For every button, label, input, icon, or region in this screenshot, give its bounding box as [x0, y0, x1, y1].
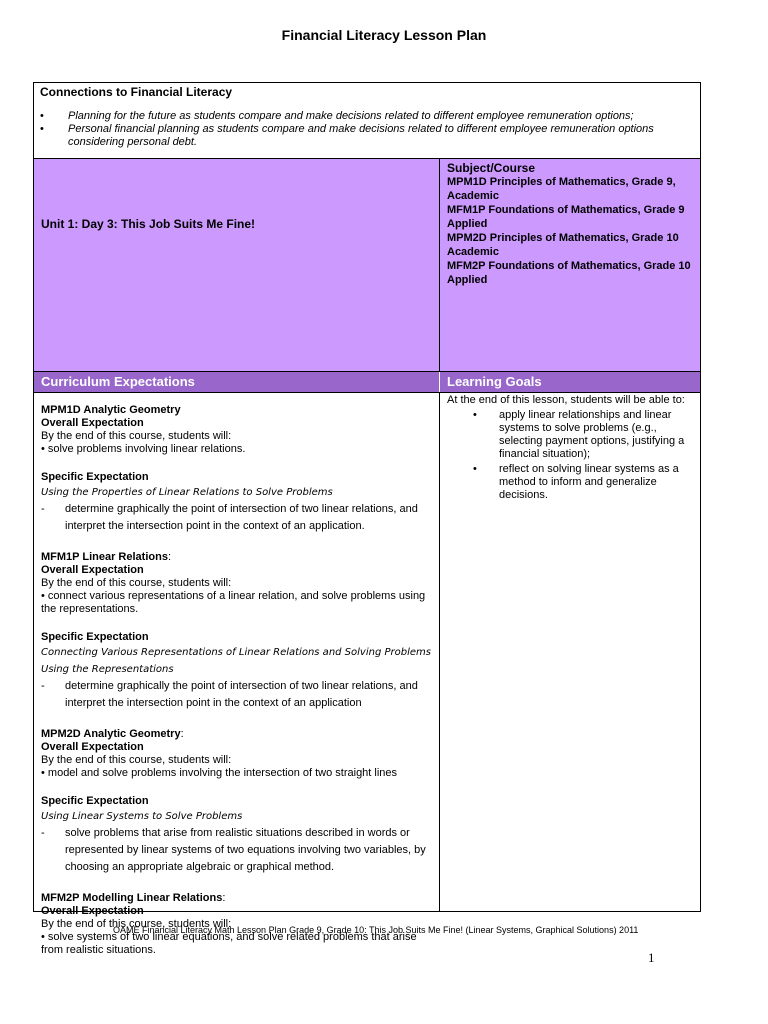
document-title: Financial Literacy Lesson Plan: [281, 27, 487, 43]
specific-expectation-label: Specific Expectation: [41, 631, 149, 643]
course-item: MFM1P Foundations of Mathematics, Grade 9 Applied: [447, 204, 685, 230]
connections-item-text: Personal financial planning as students compare and make decisions related to different employee remuneration options considering personal debt.: [68, 123, 654, 148]
learning-goals-cell: [447, 394, 697, 504]
learning-goal-item: [447, 409, 697, 461]
curriculum-header-cell: [34, 372, 440, 392]
specific-expectation-item: [41, 825, 439, 876]
curriculum-section: [41, 728, 439, 876]
learning-goals-intro: At the end of this lesson, students will be able to:: [447, 394, 685, 406]
learning-goals-header: Learning Goals: [447, 374, 542, 389]
curriculum-section: [41, 551, 439, 712]
specific-expectation-title: Using Linear Systems to Solve Problems: [41, 811, 243, 822]
learning-goal-text: reflect on solving linear systems as a method to inform and generalize decisions.: [499, 463, 679, 501]
section-header-row: [34, 372, 700, 393]
learning-goal-item: [447, 463, 697, 502]
unit-title: Unit 1: Day 3: This Job Suits Me Fine!: [41, 217, 256, 231]
learning-goal-text: apply linear relationships and linear systems to solve problems (e.g., selecting payment options, justifying a financial situation);: [499, 409, 685, 460]
specific-expectation-item: [41, 678, 439, 712]
bullet-icon: •: [40, 123, 44, 135]
course-item: MPM2D Principles of Mathematics, Grade 10 Academic: [447, 232, 679, 258]
course-item: MFM2P Foundations of Mathematics, Grade 10 Applied: [447, 260, 691, 286]
page-footer: OAME Financial Literacy Math Lesson Plan Grade 9, Grade 10: This Job Suits Me Fine! (Linear Systems, Graphical Solutions) 2011: [113, 925, 639, 935]
specific-expectation-label: Specific Expectation: [41, 795, 149, 807]
page-number: 1: [648, 950, 655, 965]
specific-expectation-text: determine graphically the point of intersection of two linear relations, and interpret the intersection point in the context of an application.: [65, 503, 418, 532]
dash-icon: -: [41, 680, 45, 692]
course-heading: MPM2D Analytic Geometry:: [41, 728, 184, 740]
unit-cell: [34, 159, 440, 371]
specific-expectation-title: Connecting Various Representations of Linear Relations and Solving Problems Using the Representations: [41, 647, 431, 675]
dash-icon: -: [41, 827, 45, 839]
course-item: MPM1D Principles of Mathematics, Grade 9, Academic: [447, 176, 676, 202]
curriculum-header: Curriculum Expectations: [41, 374, 195, 389]
overall-intro: By the end of this course, students will:: [41, 754, 232, 766]
unit-row: [34, 159, 700, 372]
specific-expectation-text: determine graphically the point of intersection of two linear relations, and interpret the intersection point in the context of an application: [65, 680, 418, 709]
subject-course-cell: [447, 161, 697, 287]
connections-heading: Connections to Financial Literacy: [40, 85, 233, 99]
course-heading: MFM1P Linear Relations:: [41, 551, 171, 563]
overall-expectation-label: Overall Expectation: [41, 905, 144, 917]
overall-expectation-label: Overall Expectation: [41, 417, 144, 429]
specific-expectation-text: solve problems that arise from realistic situations described in words or represented by linear systems of two equations involving two variables, by choosing an appropriate algebraic or graphical method.: [65, 827, 426, 873]
bullet-icon: •: [40, 110, 44, 122]
connections-item: [40, 123, 694, 149]
overall-expectation-text: • model and solve problems involving the intersection of two straight lines: [41, 767, 398, 779]
course-heading: MFM2P Modelling Linear Relations:: [41, 892, 226, 904]
specific-expectation-title: Using the Properties of Linear Relations to Solve Problems: [41, 487, 333, 498]
course-heading: MPM1D Analytic Geometry: [41, 404, 181, 416]
specific-expectation-item: [41, 501, 439, 535]
connections-item: [40, 110, 694, 123]
bullet-icon: •: [473, 409, 477, 421]
subject-course-label: Subject/Course: [447, 161, 536, 175]
learning-goals-list: [447, 409, 697, 502]
overall-expectation-label: Overall Expectation: [41, 564, 144, 576]
overall-intro: By the end of this course, students will:: [41, 430, 232, 442]
bullet-icon: •: [473, 463, 477, 475]
overall-expectation-text: • solve systems of two linear equations, and solve related problems that arise from realistic situations.: [41, 931, 417, 956]
overall-expectation-label: Overall Expectation: [41, 741, 144, 753]
overall-intro: By the end of this course, students will:: [41, 918, 232, 930]
overall-intro: By the end of this course, students will:: [41, 577, 232, 589]
connections-section: [34, 83, 700, 159]
overall-expectation-text: • solve problems involving linear relations.: [41, 443, 246, 455]
connections-item-text: Planning for the future as students compare and make decisions related to different employee remuneration options;: [68, 110, 634, 122]
curriculum-section: [41, 404, 439, 535]
dash-icon: -: [41, 503, 45, 515]
overall-expectation-text: • connect various representations of a linear relation, and solve problems using the representations.: [41, 590, 426, 615]
specific-expectation-label: Specific Expectation: [41, 471, 149, 483]
connections-list: [40, 110, 694, 149]
